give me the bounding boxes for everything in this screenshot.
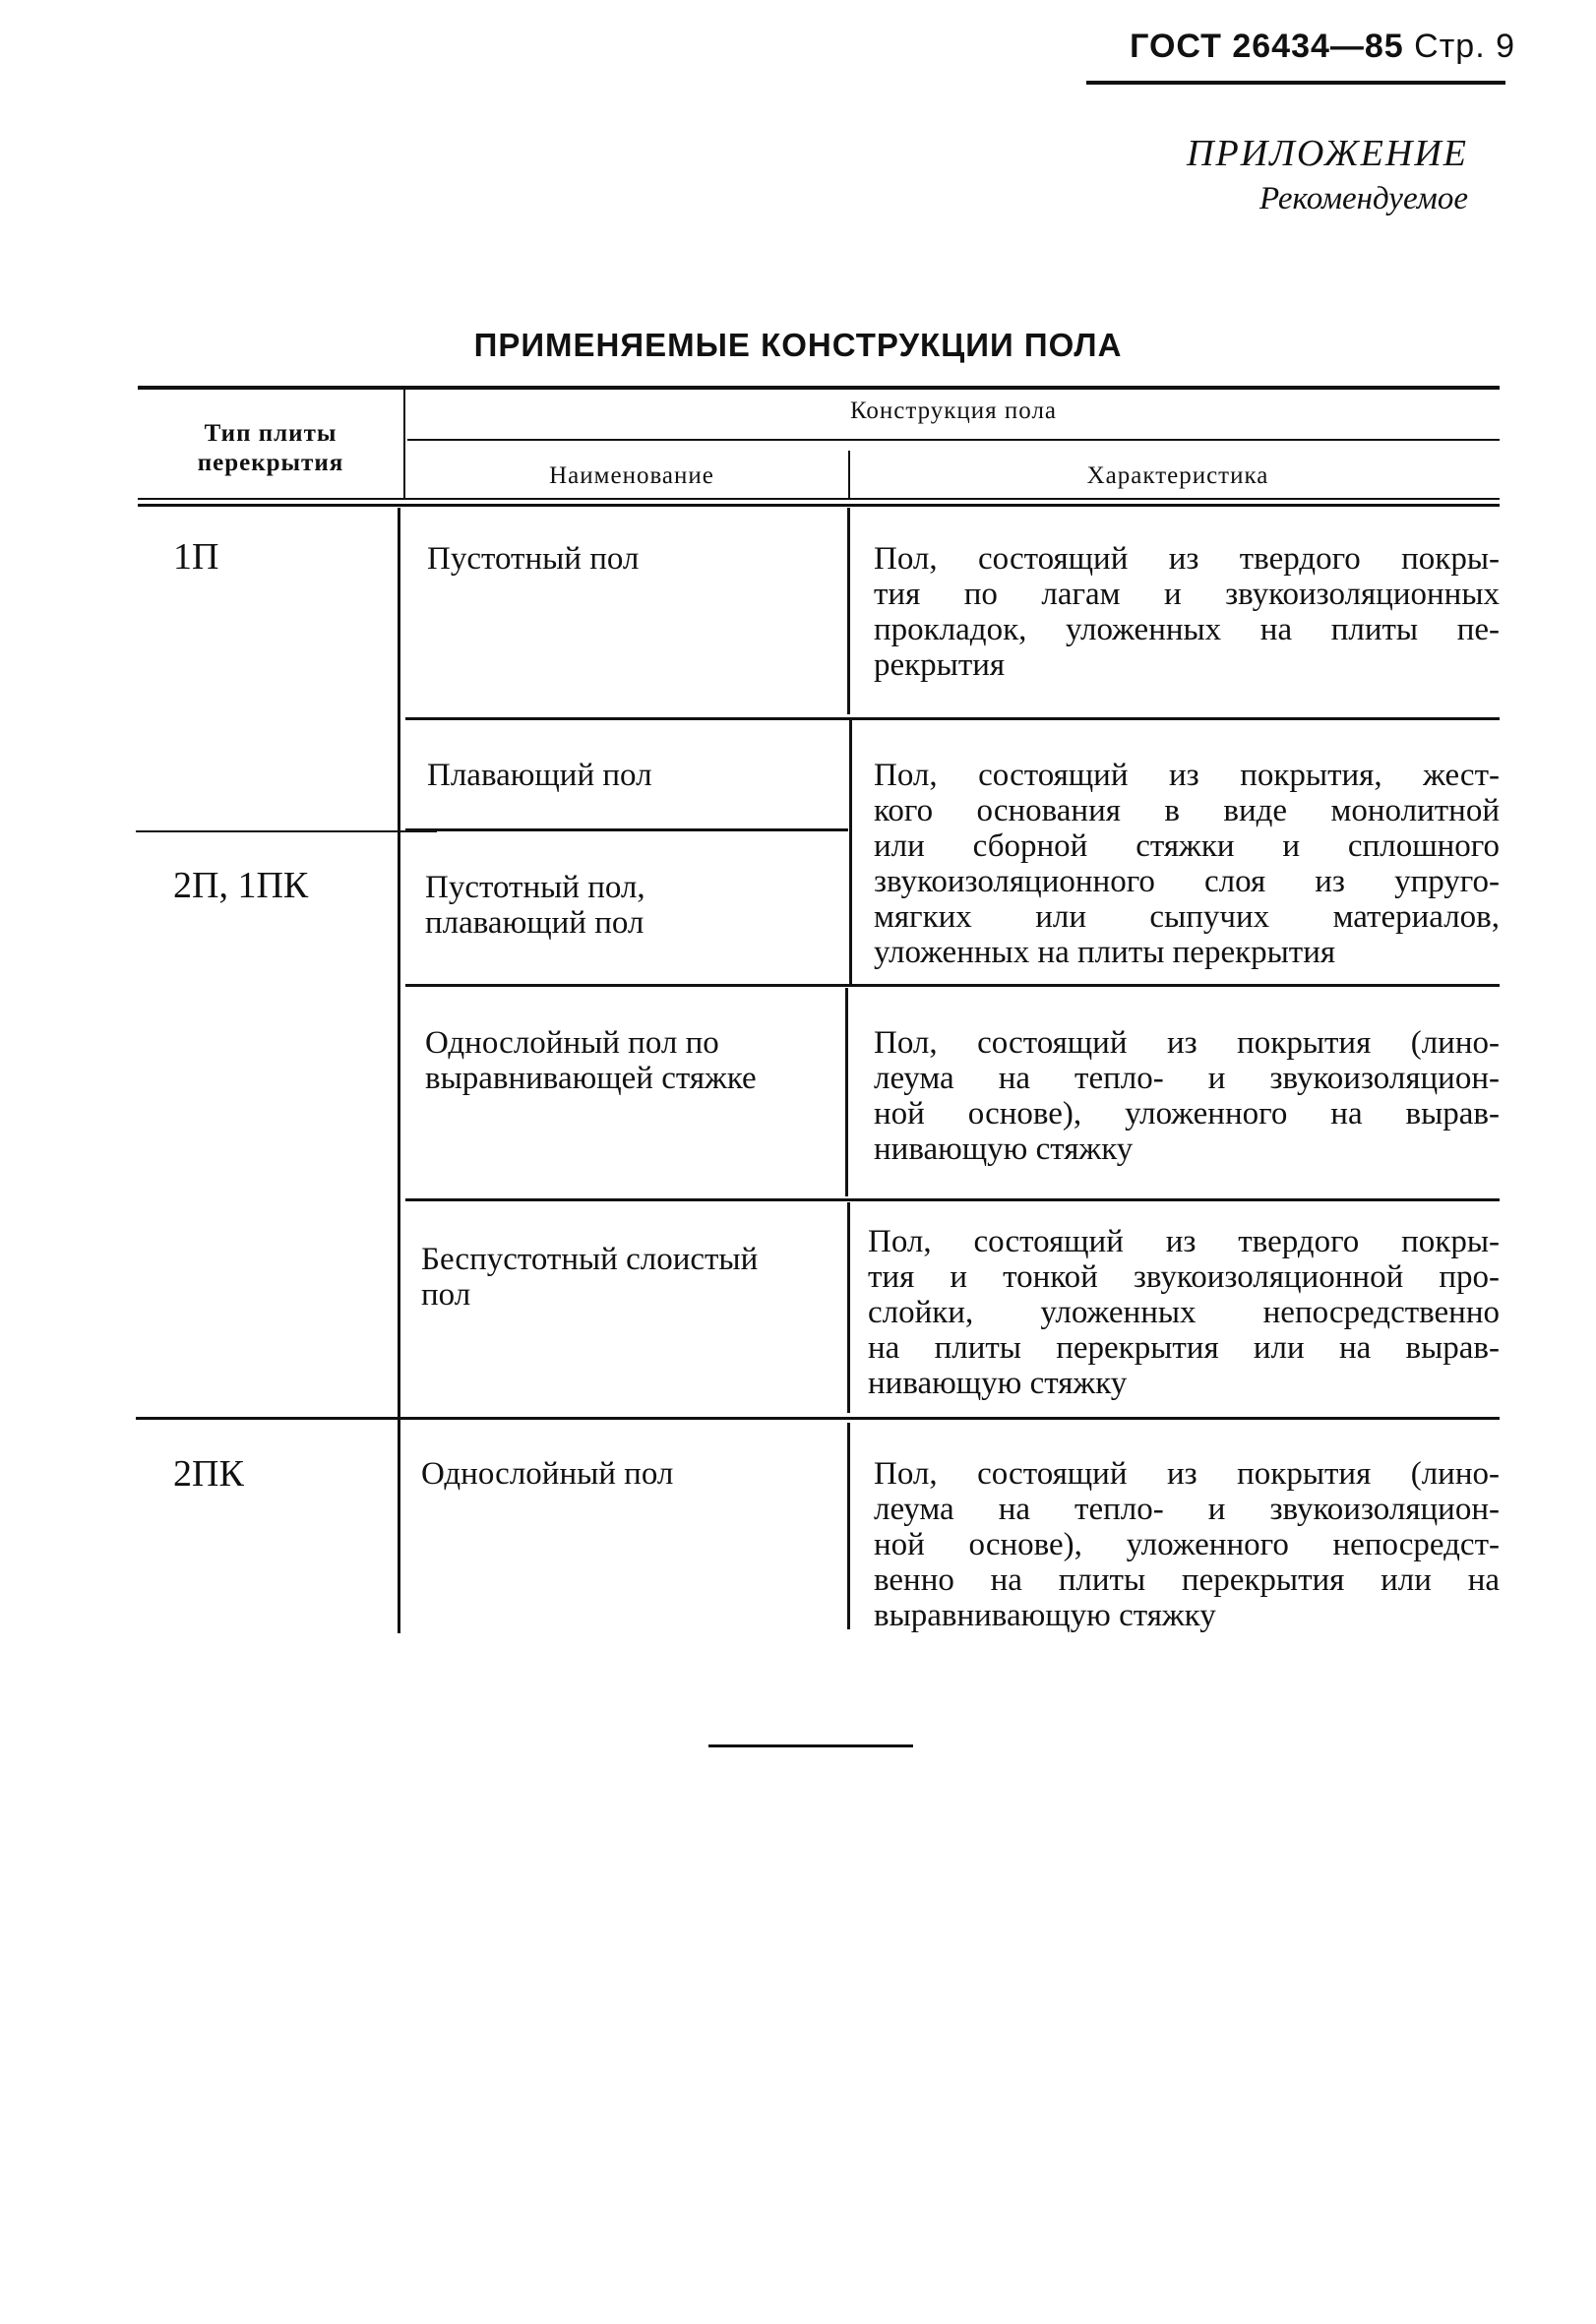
slab-type-2p-1pk: 2П, 1ПК [173,865,309,906]
header-characteristic: Характеристика [1086,462,1269,489]
page-number: Стр. 9 [1414,28,1515,65]
appendix-title: ПРИЛОЖЕНИЕ [1187,133,1468,174]
slab-type-1p: 1П [173,536,219,578]
header-slab-type: Тип плиты перекрытия [197,420,344,476]
row6-name: Однослойный пол [421,1456,674,1492]
table-title: ПРИМЕНЯЕМЫЕ КОНСТРУКЦИИ ПОЛА [473,327,1123,363]
standard-number: ГОСТ 26434—85 [1130,28,1404,65]
appendix-subtitle: Рекомендуемое [1258,181,1468,216]
row4-name: Однослойный пол по выравнивающей стяжке [425,1025,757,1096]
row2-name: Плавающий пол [427,758,652,793]
header-rule [1086,81,1505,85]
row1-desc: Пол, состоящий из твердого покры- тия по лагам и звукоизоляционных прокладок, уложенных на плиты пе- рекрытия [874,541,1500,683]
row5-desc: Пол, состоящий из твердого покры- тия и тонкой звукоизоляционной про- слойки, уложенных непосредственно на плиты перекрытия или на вырав- нивающую стяжку [868,1224,1500,1401]
row6-desc: Пол, состоящий из покрытия (лино- леума на тепло- и звукоизоляцион- ной основе), уложенного непосредст- венно на плиты перекрытия или на выравнивающую стяжку [874,1456,1500,1633]
row1-name: Пустотный пол [427,541,640,577]
header-floor-construction: Конструкция пола [849,398,1058,424]
row3-name: Пустотный пол, плавающий пол [425,870,645,941]
row2-desc: Пол, состоящий из покрытия, жест- кого основания в виде монолитной или сборной стяжки и сплошного звукоизоляционного слоя из упруго- мягких или сыпучих материалов, уложенных на плиты перекрытия [874,758,1500,970]
slab-type-2pk: 2ПК [173,1453,244,1495]
page-header [984,28,1515,66]
header-name: Наименование [549,462,714,489]
row4-desc: Пол, состоящий из покрытия (лино- леума на тепло- и звукоизоляцион- ной основе), уложенного на вырав- нивающую стяжку [874,1025,1500,1167]
row5-name: Беспустотный слоистый пол [421,1242,759,1313]
